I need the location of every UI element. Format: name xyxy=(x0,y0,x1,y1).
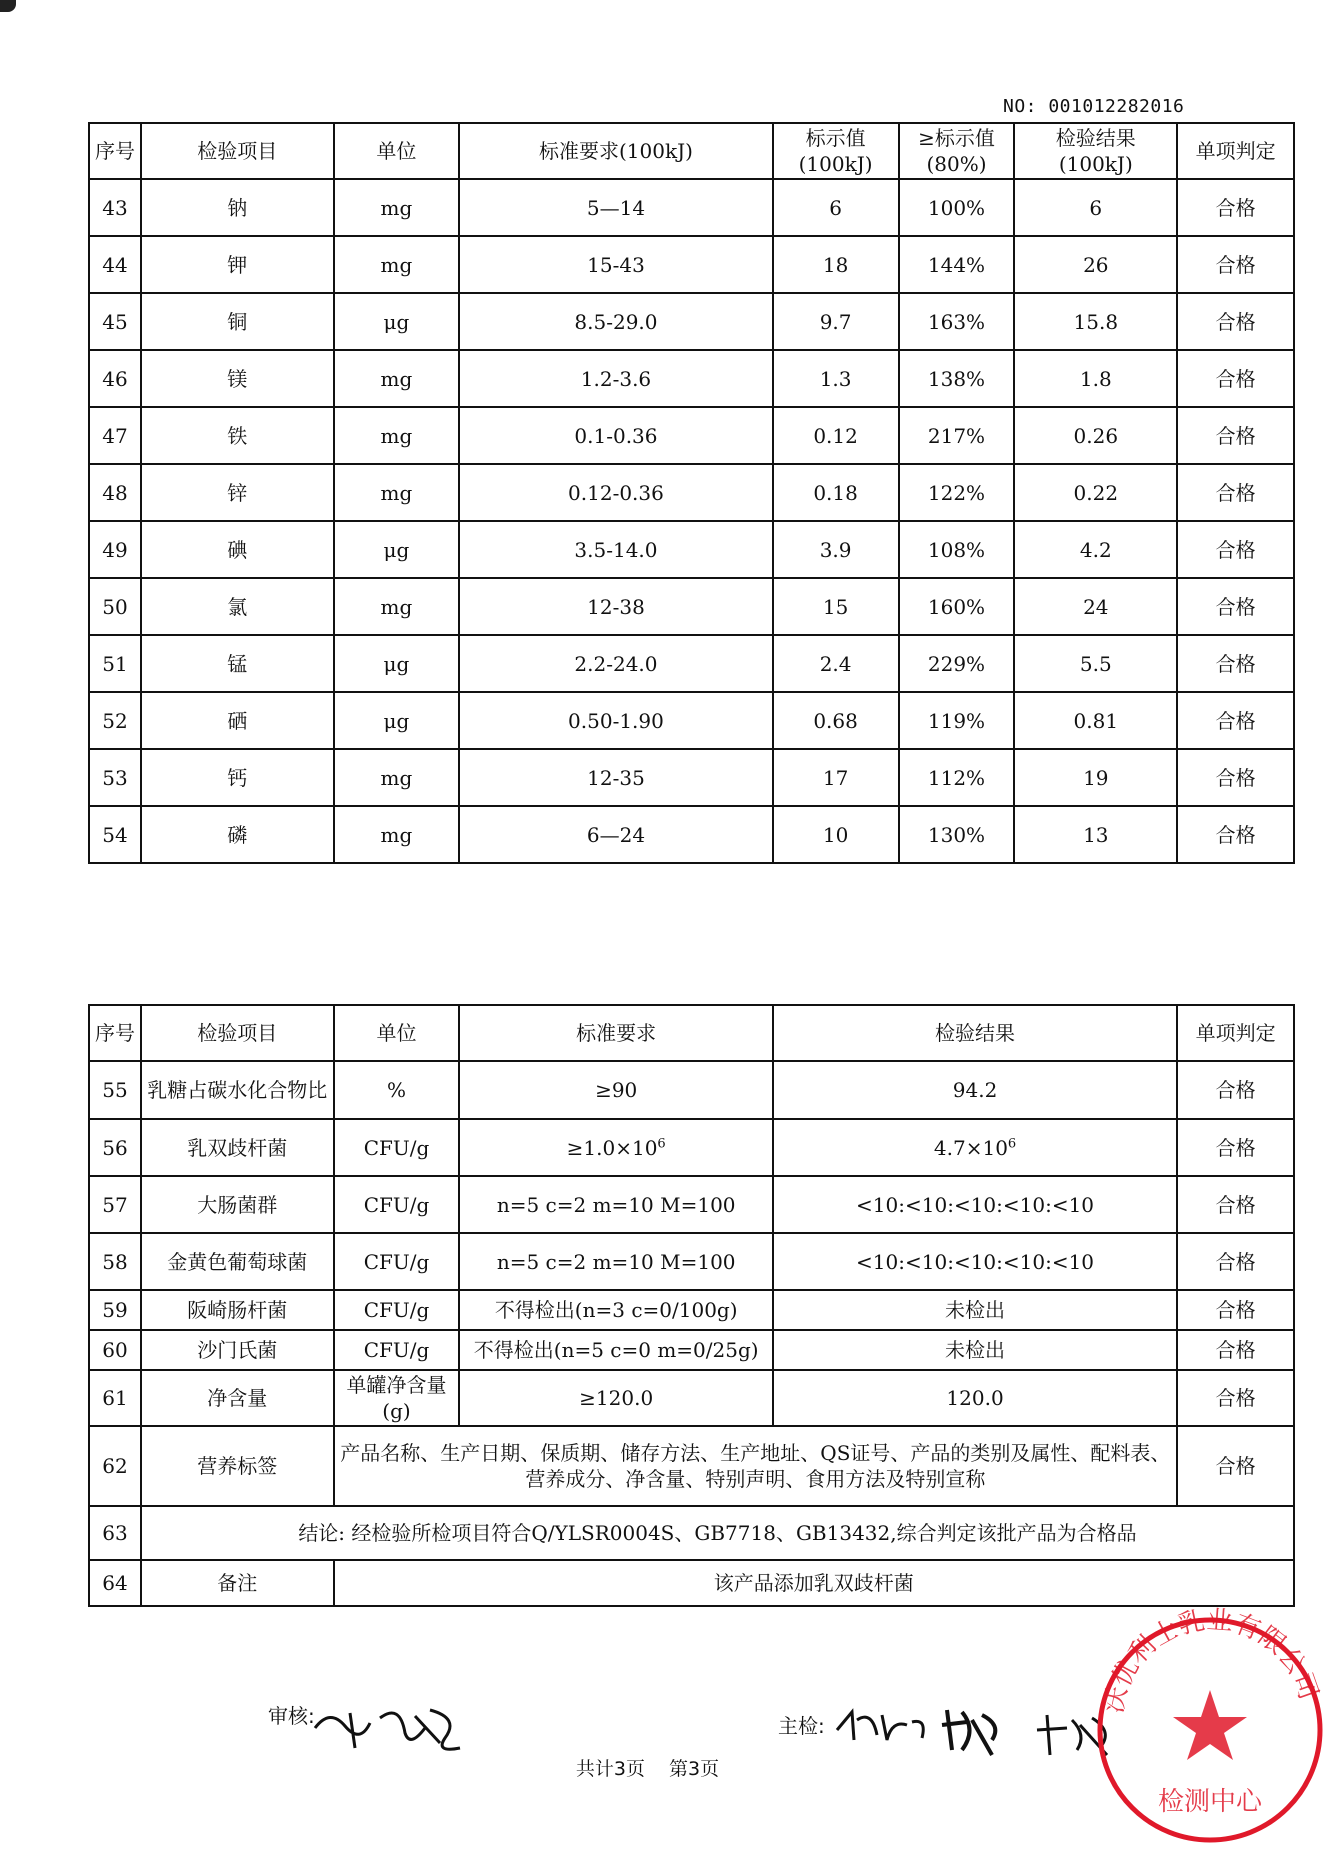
note-text: 该产品添加乳双歧杆菌 xyxy=(334,1560,1294,1606)
labeled-value: 9.7 xyxy=(773,293,899,350)
standard-requirement: 12-38 xyxy=(459,578,772,635)
judgement: 合格 xyxy=(1177,1061,1294,1119)
row-number: 49 xyxy=(89,521,141,578)
standard-requirement: 6—24 xyxy=(459,806,772,863)
scan-corner-mark xyxy=(0,0,16,12)
unit: 单罐净含量(g) xyxy=(334,1370,460,1426)
item-name: 硒 xyxy=(141,692,334,749)
row-number: 52 xyxy=(89,692,141,749)
percent-of-label: 163% xyxy=(899,293,1015,350)
test-result: 6 xyxy=(1014,179,1177,236)
judgement: 合格 xyxy=(1177,407,1294,464)
table-row xyxy=(89,1426,1294,1506)
item-name: 磷 xyxy=(141,806,334,863)
unit: mg xyxy=(334,179,460,236)
column-header: 标示值 (100kJ) xyxy=(773,123,899,179)
standard-requirement: n=5 c=2 m=10 M=100 xyxy=(459,1176,773,1233)
test-result: 未检出 xyxy=(773,1290,1177,1330)
unit: mg xyxy=(334,407,460,464)
test-result: 94.2 xyxy=(773,1061,1177,1119)
item-name: 大肠菌群 xyxy=(141,1176,334,1233)
item-name: 金黄色葡萄球菌 xyxy=(141,1233,334,1290)
standard-requirement: 不得检出(n=3 c=0/100g) xyxy=(459,1290,773,1330)
item-name: 乳双歧杆菌 xyxy=(141,1119,334,1176)
standard-requirement: 5—14 xyxy=(459,179,772,236)
column-header: 标准要求(100kJ) xyxy=(459,123,772,179)
unit: CFU/g xyxy=(334,1330,460,1370)
table-header-row xyxy=(89,123,1294,179)
percent-of-label: 130% xyxy=(899,806,1015,863)
unit: mg xyxy=(334,806,460,863)
unit: mg xyxy=(334,464,460,521)
judgement: 合格 xyxy=(1177,749,1294,806)
row-number: 59 xyxy=(89,1290,141,1330)
item-name: 钠 xyxy=(141,179,334,236)
row-number: 48 xyxy=(89,464,141,521)
unit: mg xyxy=(334,236,460,293)
column-header: 标准要求 xyxy=(459,1005,773,1061)
item-name: 净含量 xyxy=(141,1370,334,1426)
unit: μg xyxy=(334,293,460,350)
column-header: 序号 xyxy=(89,123,141,179)
row-number: 53 xyxy=(89,749,141,806)
percent-of-label: 229% xyxy=(899,635,1015,692)
judgement: 合格 xyxy=(1177,1176,1294,1233)
standard-requirement: 1.2-3.6 xyxy=(459,350,772,407)
column-header: 检验项目 xyxy=(141,1005,334,1061)
row-number: 64 xyxy=(89,1560,141,1606)
percent-of-label: 160% xyxy=(899,578,1015,635)
item-name: 镁 xyxy=(141,350,334,407)
page-total: 共计3页 xyxy=(575,1758,645,1780)
standard-requirement: 12-35 xyxy=(459,749,772,806)
test-result: 19 xyxy=(1014,749,1177,806)
test-result: 1.8 xyxy=(1014,350,1177,407)
standard-requirement: $\ge 1.0\times 10^6$ xyxy=(459,1119,773,1176)
judgement: 合格 xyxy=(1177,806,1294,863)
item-name: 钾 xyxy=(141,236,334,293)
item-name: 锰 xyxy=(141,635,334,692)
table-row xyxy=(89,1330,1294,1370)
standard-requirement: 2.2-24.0 xyxy=(459,635,772,692)
table-header-row xyxy=(89,1005,1294,1061)
nutrient-table xyxy=(88,122,1295,864)
unit: % xyxy=(334,1061,460,1119)
row-number: 44 xyxy=(89,236,141,293)
table-row xyxy=(89,578,1294,635)
svg-text:检测中心: 检测中心 xyxy=(1157,1787,1263,1817)
unit: μg xyxy=(334,521,460,578)
test-result: 0.22 xyxy=(1014,464,1177,521)
row-number: 60 xyxy=(89,1330,141,1370)
labeled-value: 2.4 xyxy=(773,635,899,692)
labeled-value: 18 xyxy=(773,236,899,293)
column-header: 单项判定 xyxy=(1177,123,1294,179)
test-result: 0.81 xyxy=(1014,692,1177,749)
judgement: 合格 xyxy=(1177,1370,1294,1426)
test-result: 0.26 xyxy=(1014,407,1177,464)
company-seal xyxy=(1085,1605,1335,1855)
table-row xyxy=(89,521,1294,578)
column-header: 单位 xyxy=(334,1005,460,1061)
table-row xyxy=(89,293,1294,350)
test-result: 5.5 xyxy=(1014,635,1177,692)
exponent: 6 xyxy=(657,1135,666,1151)
row-number: 57 xyxy=(89,1176,141,1233)
test-result: 未检出 xyxy=(773,1330,1177,1370)
test-result: <10:<10:<10:<10:<10 xyxy=(773,1233,1177,1290)
standard-requirement: 0.12-0.36 xyxy=(459,464,772,521)
judgement: 合格 xyxy=(1177,1290,1294,1330)
table-row xyxy=(89,1061,1294,1119)
judgement: 合格 xyxy=(1177,578,1294,635)
standard-requirement: 0.1-0.36 xyxy=(459,407,772,464)
unit: mg xyxy=(334,350,460,407)
row-number: 47 xyxy=(89,407,141,464)
judgement: 合格 xyxy=(1177,1119,1294,1176)
judgement: 合格 xyxy=(1177,350,1294,407)
standard-requirement: 不得检出(n=5 c=0 m=0/25g) xyxy=(459,1330,773,1370)
row-number: 50 xyxy=(89,578,141,635)
labeled-value: 10 xyxy=(773,806,899,863)
unit: mg xyxy=(334,749,460,806)
row-number: 54 xyxy=(89,806,141,863)
unit: CFU/g xyxy=(334,1119,460,1176)
table-row xyxy=(89,1290,1294,1330)
percent-of-label: 100% xyxy=(899,179,1015,236)
page-current: 第3页 xyxy=(669,1758,720,1780)
test-result: 120.0 xyxy=(773,1370,1177,1426)
note-label: 备注 xyxy=(141,1560,334,1606)
unit: mg xyxy=(334,578,460,635)
table-row xyxy=(89,1119,1294,1176)
percent-of-label: 122% xyxy=(899,464,1015,521)
judgement: 合格 xyxy=(1177,692,1294,749)
standard-requirement: 15-43 xyxy=(459,236,772,293)
labeled-value: 3.9 xyxy=(773,521,899,578)
item-name: 钙 xyxy=(141,749,334,806)
reviewer-label: 审核: xyxy=(268,1704,315,1728)
percent-of-label: 119% xyxy=(899,692,1015,749)
standard-requirement: ≥120.0 xyxy=(459,1370,773,1426)
item-name: 铜 xyxy=(141,293,334,350)
unit: μg xyxy=(334,692,460,749)
column-header: 序号 xyxy=(89,1005,141,1061)
column-header: 检验项目 xyxy=(141,123,334,179)
row-number: 45 xyxy=(89,293,141,350)
note-row xyxy=(89,1560,1294,1606)
percent-of-label: 217% xyxy=(899,407,1015,464)
item-name: 锌 xyxy=(141,464,334,521)
judgement: 合格 xyxy=(1177,293,1294,350)
unit: CFU/g xyxy=(334,1290,460,1330)
standard-requirement: ≥90 xyxy=(459,1061,773,1119)
column-header: ≥标示值 (80%) xyxy=(899,123,1015,179)
row-number: 63 xyxy=(89,1506,141,1560)
column-header: 检验结果 xyxy=(773,1005,1177,1061)
labeled-value: 0.18 xyxy=(773,464,899,521)
labeled-value: 6 xyxy=(773,179,899,236)
percent-of-label: 112% xyxy=(899,749,1015,806)
judgement: 合格 xyxy=(1177,1330,1294,1370)
svg-text:沃优利士乳业有限公司: 沃优利士乳业有限公司 xyxy=(1099,1605,1324,1716)
judgement: 合格 xyxy=(1177,521,1294,578)
item-name: 氯 xyxy=(141,578,334,635)
document-number: NO: 001012282016 xyxy=(1003,96,1185,117)
table-row xyxy=(89,350,1294,407)
table-row xyxy=(89,635,1294,692)
percent-of-label: 108% xyxy=(899,521,1015,578)
column-header: 检验结果 (100kJ) xyxy=(1014,123,1177,179)
table-row xyxy=(89,1233,1294,1290)
standard-requirement: n=5 c=2 m=10 M=100 xyxy=(459,1233,773,1290)
item-name: 营养标签 xyxy=(141,1426,334,1506)
row-number: 61 xyxy=(89,1370,141,1426)
labeled-value: 0.12 xyxy=(773,407,899,464)
exponent: 6 xyxy=(1007,1135,1017,1151)
reviewer-signature xyxy=(310,1698,470,1756)
unit: CFU/g xyxy=(334,1176,460,1233)
item-name: 乳糖占碳水化合物比 xyxy=(141,1061,334,1119)
judgement: 合格 xyxy=(1177,236,1294,293)
judgement: 合格 xyxy=(1177,464,1294,521)
row-number: 51 xyxy=(89,635,141,692)
table-row xyxy=(89,1370,1294,1426)
row-number: 55 xyxy=(89,1061,141,1119)
item-name: 铁 xyxy=(141,407,334,464)
test-result: <10:<10:<10:<10:<10 xyxy=(773,1176,1177,1233)
test-result: $4.7\times 10^6$ xyxy=(773,1119,1177,1176)
item-name: 沙门氏菌 xyxy=(141,1330,334,1370)
column-header: 单位 xyxy=(334,123,460,179)
table-row xyxy=(89,179,1294,236)
item-name: 碘 xyxy=(141,521,334,578)
table-row xyxy=(89,692,1294,749)
inspector-label: 主检: xyxy=(778,1714,825,1738)
table-row xyxy=(89,464,1294,521)
row-number: 46 xyxy=(89,350,141,407)
quality-table xyxy=(88,1004,1295,1607)
percent-of-label: 138% xyxy=(899,350,1015,407)
standard-requirement: 3.5-14.0 xyxy=(459,521,772,578)
judgement: 合格 xyxy=(1177,635,1294,692)
conclusion-row xyxy=(89,1506,1294,1560)
labeled-value: 0.68 xyxy=(773,692,899,749)
judgement: 合格 xyxy=(1177,1426,1294,1506)
conclusion-text: 结论: 经检验所检项目符合Q/YLSR0004S、GB7718、GB13432,综合判定该批产品为合格品 xyxy=(141,1506,1294,1560)
column-header: 单项判定 xyxy=(1177,1005,1294,1061)
row-number: 58 xyxy=(89,1233,141,1290)
labeled-value: 17 xyxy=(773,749,899,806)
labeled-value: 1.3 xyxy=(773,350,899,407)
test-result: 24 xyxy=(1014,578,1177,635)
table-row xyxy=(89,236,1294,293)
test-result: 26 xyxy=(1014,236,1177,293)
percent-of-label: 144% xyxy=(899,236,1015,293)
row-number: 62 xyxy=(89,1426,141,1506)
row-number: 56 xyxy=(89,1119,141,1176)
unit: μg xyxy=(334,635,460,692)
judgement: 合格 xyxy=(1177,179,1294,236)
table-row xyxy=(89,749,1294,806)
table-row xyxy=(89,407,1294,464)
table-row xyxy=(89,1176,1294,1233)
label-requirements: 产品名称、生产日期、保质期、储存方法、生产地址、QS证号、产品的类别及属性、配料表、营养成分、净含量、特别声明、食用方法及特别宣称 xyxy=(334,1426,1178,1506)
test-result: 13 xyxy=(1014,806,1177,863)
item-name: 阪崎肠杆菌 xyxy=(141,1290,334,1330)
labeled-value: 15 xyxy=(773,578,899,635)
row-number: 43 xyxy=(89,179,141,236)
standard-requirement: 8.5-29.0 xyxy=(459,293,772,350)
table-row xyxy=(89,806,1294,863)
test-result: 15.8 xyxy=(1014,293,1177,350)
test-result: 4.2 xyxy=(1014,521,1177,578)
judgement: 合格 xyxy=(1177,1233,1294,1290)
unit: CFU/g xyxy=(334,1233,460,1290)
standard-requirement: 0.50-1.90 xyxy=(459,692,772,749)
